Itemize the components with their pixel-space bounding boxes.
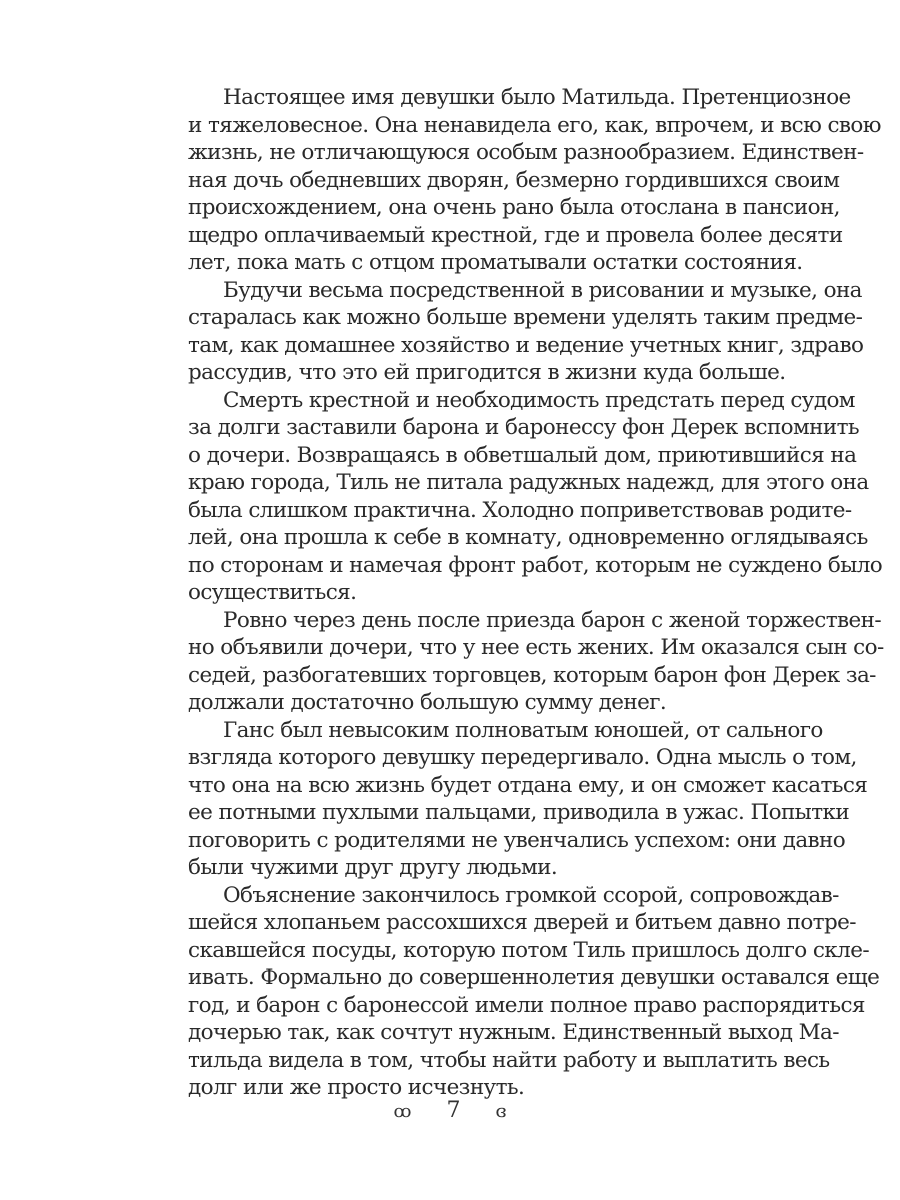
- body-text: [153, 84, 884, 1102]
- text-line: щедро оплачиваемый крестной, где и провела более десяти: [188, 222, 843, 248]
- text-line: Будучи весьма посредственной в рисовании и музыке, она: [223, 277, 862, 303]
- paragraph-4: [153, 607, 884, 717]
- text-line: лет, пока мать с отцом проматывали остатки состояния.: [188, 250, 803, 275]
- text-line: долг или же просто исчезнуть.: [188, 1075, 525, 1100]
- text-line: была слишком практична. Холодно поприветствовав родите-: [188, 497, 852, 523]
- text-line: поговорить с родителями не увенчались успехом: они давно: [188, 827, 846, 853]
- text-line: Настоящее имя девушки было Матильда. Претенциозное: [223, 85, 851, 110]
- text-line: рассудив, что это ей пригодится в жизни куда больше.: [188, 360, 786, 385]
- text-line: Ганс был невысоким полноватым юношей, от сального: [223, 717, 823, 743]
- text-line: Смерть крестной и необходимость предстать перед судом: [223, 387, 855, 413]
- text-line: осуществиться.: [188, 580, 357, 605]
- text-line: жизнь, не отличающуюся особым разнообразием. Единствен-: [188, 140, 864, 165]
- text-line: шейся хлопаньем рассохшихся дверей и битьем давно потре-: [188, 910, 856, 935]
- text-line: ивать. Формально до совершеннолетия девушки оставался еще: [188, 965, 880, 990]
- text-line: ная дочь обедневших дворян, безмерно гордившихся своим: [188, 167, 840, 193]
- text-line: лей, она прошла к себе в комнату, одновременно оглядываясь: [188, 525, 868, 550]
- text-line: краю города, Тиль не питала радужных надежд, для этого она: [188, 470, 869, 495]
- text-line: Ровно через день после приезда барон с женой торжествен-: [223, 607, 882, 633]
- text-line: старалась как можно больше времени уделять таким предме-: [188, 305, 863, 330]
- text-line: за долги заставили барона и баронессу фон Дерек вспомнить: [188, 415, 860, 440]
- text-line: но объявили дочери, что у нее есть жених. Им оказался сын со-: [188, 635, 884, 660]
- text-line: тильда видела в том, чтобы найти работу и выплатить весь: [188, 1047, 830, 1073]
- paragraph-5: [153, 717, 868, 882]
- paragraph-2: [153, 277, 864, 387]
- text-line: взгляда которого девушку передергивало. Одна мысль о том,: [188, 745, 857, 770]
- text-line: седей, разбогатевших торговцев, которым барон фон Дерек за-: [188, 662, 876, 688]
- left-ornament-icon: ꝏ: [393, 1101, 412, 1122]
- paragraph-1: [153, 84, 881, 277]
- text-line: дочерью так, как сочтут нужным. Единственный выход Ма-: [188, 1020, 839, 1045]
- text-line: должали достаточно большую сумму денег.: [188, 690, 667, 715]
- page-number: 7: [446, 1098, 461, 1123]
- text-line: о дочери. Возвращаясь в обветшалый дом, приютившийся на: [188, 442, 857, 468]
- text-line: скавшейся посуды, которую потом Тиль пришлось долго скле-: [188, 937, 869, 963]
- text-line: Объяснение закончилось громкой ссорой, сопровождав-: [223, 882, 839, 908]
- text-line: ее потными пухлыми пальцами, приводила в ужас. Попытки: [188, 800, 850, 825]
- text-line: и тяжеловесное. Она ненавидела его, как, впрочем, и всю свою: [188, 112, 881, 138]
- text-line: год, и барон с баронессой имели полное право распорядиться: [188, 992, 865, 1018]
- page-number-footer: [0, 1098, 900, 1123]
- paragraph-6: [153, 882, 880, 1102]
- paragraph-3: [153, 387, 883, 607]
- text-line: там, как домашнее хозяйство и ведение учетных книг, здраво: [188, 332, 864, 358]
- right-ornament-icon: ɞ: [495, 1101, 507, 1122]
- text-line: по сторонам и намечая фронт работ, которым не суждено было: [188, 552, 883, 578]
- text-line: что она на всю жизнь будет отдана ему, и он сможет касаться: [188, 772, 868, 798]
- text-line: были чужими друг другу людьми.: [188, 855, 558, 880]
- text-line: происхождением, она очень рано была отослана в пансион,: [188, 195, 840, 220]
